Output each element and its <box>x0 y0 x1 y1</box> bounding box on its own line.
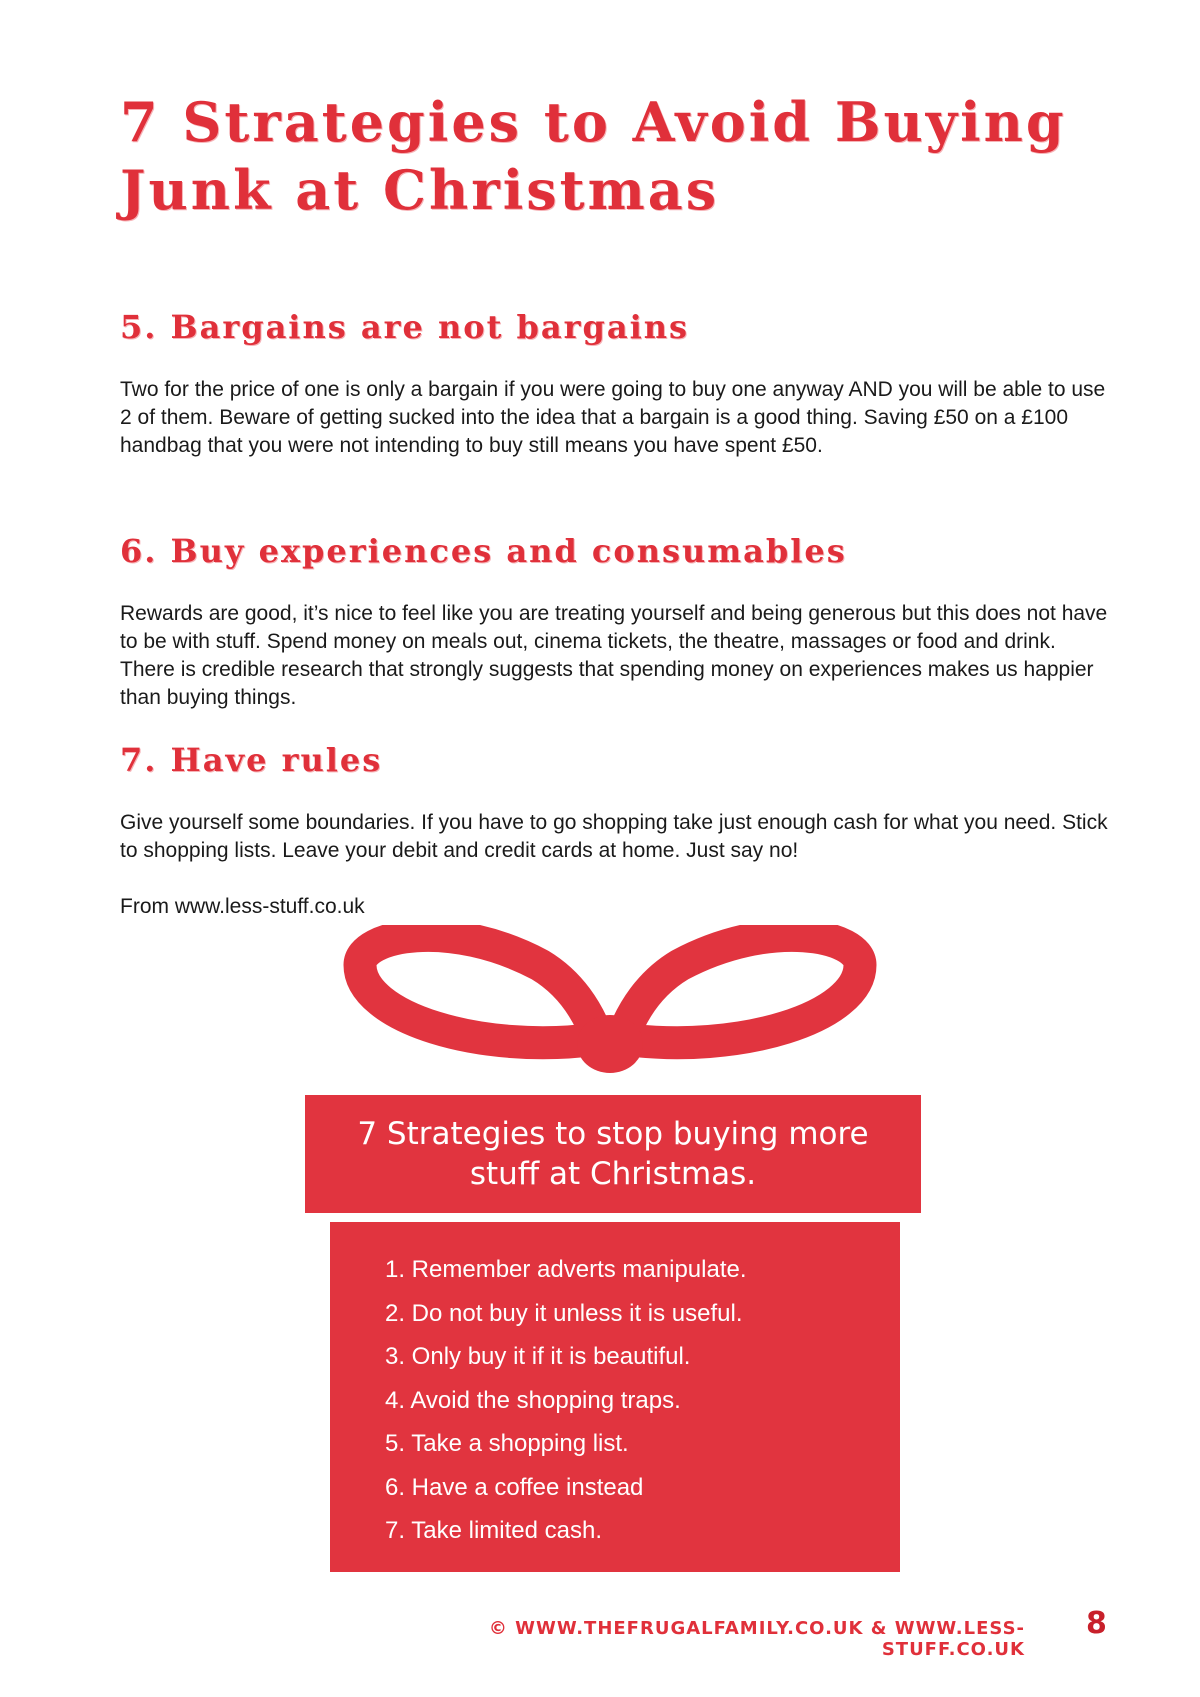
page-number: 8 <box>1086 1606 1107 1641</box>
page-title <box>120 88 1080 224</box>
title-line-2: Junk at Christmas <box>120 158 720 222</box>
section-heading-experiences: 6. Buy experiences and consumables <box>120 532 847 570</box>
title-line-1: 7 Strategies to Avoid Buying <box>120 90 1067 154</box>
list-item: 6. Have a coffee instead <box>385 1473 644 1501</box>
gift-bow-icon <box>330 925 890 1090</box>
section-heading-bargains: 5. Bargains are not bargains <box>120 308 690 346</box>
footer-credit: © WWW.THEFRUGALFAMILY.CO.UK & WWW.LESS-STUFF.CO.UK <box>488 1618 1025 1660</box>
list-item: 5. Take a shopping list. <box>385 1430 629 1457</box>
source-credit: From www.less-stuff.co.uk <box>120 895 365 918</box>
list-item: 4. Avoid the shopping traps. <box>385 1386 681 1414</box>
gift-banner-line-1: 7 Strategies to stop buying more <box>357 1116 869 1152</box>
gift-banner-line-2: stuff at Christmas. <box>469 1156 757 1192</box>
gift-box <box>330 1222 900 1572</box>
strategies-list <box>385 1248 900 1553</box>
section-text-bargains: Two for the price of one is only a bargain if you were going to buy one anyway AND you will be able to use 2 of them. Beware of getting sucked into the idea that a bargain is a good thing. Saving £50 on a £100 handbag that you were not intending to buy still means you have spent £50. <box>120 378 1106 457</box>
section-text-rules: Give yourself some boundaries. If you have to go shopping take just enough cash for what you need. Stick to shopping lists. Leave your debit and credit cards at home. Just say no! <box>120 811 1108 862</box>
gift-banner <box>305 1095 921 1213</box>
list-item: 1. Remember adverts manipulate. <box>385 1256 747 1283</box>
list-item: 2. Do not buy it unless it is useful. <box>385 1299 743 1327</box>
section-heading-rules: 7. Have rules <box>120 741 383 779</box>
list-item: 3. Only buy it if it is beautiful. <box>385 1343 691 1370</box>
list-item: 7. Take limited cash. <box>385 1517 602 1544</box>
section-text-experiences: Rewards are good, it’s nice to feel like you are treating yourself and being generous but this does not have to be with stuff. Spend money on meals out, cinema tickets, the theatre, massages or food and drink. There is credible research that strongly suggests that spending money on experiences makes us happier than buying things. <box>120 602 1108 709</box>
